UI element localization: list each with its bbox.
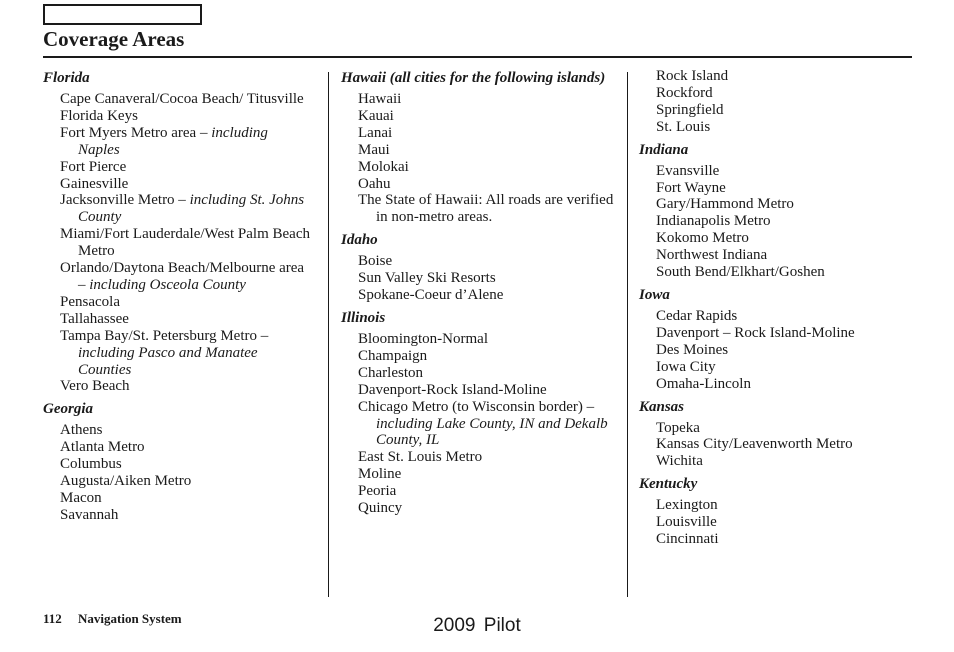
list-item bbox=[639, 213, 909, 230]
city-name: Boise bbox=[358, 253, 393, 270]
list-item bbox=[43, 91, 313, 108]
list-item bbox=[341, 192, 621, 226]
city-name: Molokai bbox=[358, 158, 409, 175]
city-name: Kansas City/Leavenworth Metro bbox=[656, 436, 853, 453]
column-3 bbox=[639, 68, 909, 548]
city-list bbox=[43, 91, 313, 395]
page-title: Coverage Areas bbox=[43, 27, 185, 51]
state-heading: Florida bbox=[43, 70, 90, 86]
footer-model-name: 2009 Pilot bbox=[433, 615, 521, 636]
list-item bbox=[639, 119, 909, 136]
list-item bbox=[639, 196, 909, 213]
city-name: Peoria bbox=[358, 483, 397, 500]
list-item bbox=[639, 230, 909, 247]
list-item bbox=[43, 311, 313, 328]
list-item bbox=[639, 68, 909, 85]
city-name: Pensacola bbox=[60, 293, 120, 310]
city-name: Kauai bbox=[358, 107, 394, 124]
city-list bbox=[43, 422, 313, 523]
list-item bbox=[341, 125, 621, 142]
state-heading: Hawaii (all cities for the following islands) bbox=[341, 70, 606, 86]
list-item bbox=[341, 108, 621, 125]
list-item bbox=[639, 180, 909, 197]
city-name: East St. Louis Metro bbox=[358, 449, 483, 466]
city-name: Bloomington-Normal bbox=[358, 330, 488, 347]
list-item bbox=[639, 247, 909, 264]
state-heading: Illinois bbox=[341, 309, 386, 326]
city-list bbox=[639, 497, 909, 548]
state-heading: Indiana bbox=[639, 141, 689, 158]
city-name: Lanai bbox=[358, 124, 393, 141]
city-name: Iowa City bbox=[656, 358, 716, 375]
list-item bbox=[341, 483, 621, 500]
city-name: Maui bbox=[358, 141, 390, 158]
city-list bbox=[639, 420, 909, 471]
city-name: Savannah bbox=[60, 506, 119, 523]
list-item bbox=[341, 399, 621, 450]
list-item bbox=[341, 287, 621, 304]
city-name: Vero Beach bbox=[60, 378, 130, 395]
list-item bbox=[341, 365, 621, 382]
list-item bbox=[639, 102, 909, 119]
list-item bbox=[639, 531, 909, 548]
list-item bbox=[639, 453, 909, 470]
city-name: Des Moines bbox=[656, 341, 729, 358]
list-item bbox=[43, 456, 313, 473]
city-name: Hawaii bbox=[358, 91, 402, 107]
list-item bbox=[341, 348, 621, 365]
city-list bbox=[639, 68, 909, 136]
coverage-note: including Naples bbox=[78, 124, 268, 158]
city-name: Northwest Indiana bbox=[656, 247, 768, 264]
city-name: Jacksonville Metro – bbox=[60, 192, 190, 209]
city-name: Moline bbox=[358, 466, 402, 483]
list-item bbox=[639, 420, 909, 437]
city-name: Quincy bbox=[358, 500, 403, 517]
list-item bbox=[43, 473, 313, 490]
state-heading: Kentucky bbox=[639, 476, 698, 493]
city-name: Sun Valley Ski Resorts bbox=[358, 270, 496, 287]
city-name: Augusta/Aiken Metro bbox=[60, 473, 192, 490]
city-name: Davenport – Rock Island-Moline bbox=[656, 324, 855, 341]
list-item bbox=[341, 142, 621, 159]
city-name: Oahu bbox=[358, 175, 391, 192]
coverage-note: including St. Johns County bbox=[78, 192, 305, 226]
list-item bbox=[43, 260, 313, 294]
city-name: Springfield bbox=[656, 101, 724, 118]
city-name: Tampa Bay/St. Petersburg Metro – bbox=[60, 327, 269, 344]
state-heading: Iowa bbox=[639, 286, 670, 303]
city-name: Kokomo Metro bbox=[656, 230, 749, 247]
list-item bbox=[341, 159, 621, 176]
page-number: 112 bbox=[43, 611, 62, 626]
city-list bbox=[341, 331, 621, 517]
city-name: Indianapolis Metro bbox=[656, 213, 771, 230]
state-heading: Georgia bbox=[43, 401, 93, 418]
city-name: Champaign bbox=[358, 347, 428, 364]
city-name: Omaha-Lincoln bbox=[656, 375, 751, 392]
city-name: South Bend/Elkhart/Goshen bbox=[656, 264, 825, 281]
city-name: Spokane-Coeur d’Alene bbox=[358, 287, 504, 304]
city-name: Evansville bbox=[656, 162, 720, 179]
list-item bbox=[43, 490, 313, 507]
list-item bbox=[43, 226, 313, 260]
list-item bbox=[341, 176, 621, 193]
list-item bbox=[341, 253, 621, 270]
city-name: Gary/Hammond Metro bbox=[656, 196, 794, 213]
city-name: Fort Myers Metro area – bbox=[60, 124, 212, 141]
list-item bbox=[43, 176, 313, 193]
coverage-note: including Pasco and Manatee Counties bbox=[78, 344, 258, 378]
city-name: Gainesville bbox=[60, 175, 129, 192]
column-1 bbox=[43, 68, 313, 524]
header-tab-box bbox=[43, 4, 202, 25]
list-item bbox=[43, 328, 313, 379]
list-item bbox=[341, 449, 621, 466]
list-item bbox=[639, 376, 909, 393]
city-name: Macon bbox=[60, 489, 102, 506]
city-list bbox=[639, 308, 909, 393]
city-name: Rockford bbox=[656, 84, 713, 101]
city-name: Miami/Fort Lauderdale/West Palm Beach Metro bbox=[60, 226, 310, 260]
coverage-note: including Osceola County bbox=[89, 276, 246, 293]
list-item bbox=[341, 91, 621, 108]
city-name: Davenport-Rock Island-Moline bbox=[358, 381, 547, 398]
city-name: Wichita bbox=[656, 453, 703, 470]
list-item bbox=[639, 163, 909, 180]
list-item bbox=[639, 325, 909, 342]
city-list bbox=[341, 253, 621, 304]
city-name: Cincinnati bbox=[656, 531, 719, 548]
city-name: Florida Keys bbox=[60, 107, 138, 124]
city-name: The State of Hawaii: All roads are verified in non-metro areas. bbox=[358, 192, 614, 226]
list-item bbox=[43, 294, 313, 311]
title-rule bbox=[43, 56, 912, 58]
city-name: Charleston bbox=[358, 364, 423, 381]
state-heading: Kansas bbox=[639, 398, 685, 415]
list-item bbox=[43, 159, 313, 176]
list-item bbox=[639, 342, 909, 359]
coverage-note: – including Lake County, IN and Dekalb County, IL bbox=[376, 398, 608, 449]
list-item bbox=[43, 192, 313, 226]
city-name: Lexington bbox=[656, 497, 718, 514]
city-name: Orlando/Daytona Beach/Melbourne area – bbox=[60, 260, 305, 293]
list-item bbox=[43, 108, 313, 125]
column-divider bbox=[627, 72, 628, 597]
city-name: Cedar Rapids bbox=[656, 307, 738, 324]
list-item bbox=[639, 497, 909, 514]
city-name: St. Louis bbox=[656, 118, 711, 135]
column-divider bbox=[328, 72, 329, 597]
column-2 bbox=[341, 68, 621, 517]
city-name: Atlanta Metro bbox=[60, 439, 145, 456]
city-name: Columbus bbox=[60, 456, 122, 473]
city-name: Fort Pierce bbox=[60, 158, 127, 175]
city-list bbox=[639, 163, 909, 281]
list-item bbox=[341, 382, 621, 399]
list-item bbox=[639, 264, 909, 281]
list-item bbox=[639, 436, 909, 453]
list-item bbox=[639, 308, 909, 325]
footer-section-name: Navigation System bbox=[78, 611, 182, 626]
city-name: Athens bbox=[60, 422, 103, 439]
list-item bbox=[639, 85, 909, 102]
state-heading: Idaho bbox=[341, 232, 378, 249]
list-item bbox=[341, 500, 621, 517]
list-item bbox=[341, 270, 621, 287]
city-name: Chicago Metro (to Wisconsin border) bbox=[358, 398, 587, 415]
city-name: Rock Island bbox=[656, 68, 729, 84]
list-item bbox=[341, 466, 621, 483]
list-item bbox=[43, 439, 313, 456]
city-name: Louisville bbox=[656, 514, 717, 531]
list-item bbox=[43, 422, 313, 439]
city-name: Topeka bbox=[656, 419, 700, 436]
city-name: Tallahassee bbox=[60, 310, 129, 327]
list-item bbox=[341, 331, 621, 348]
list-item bbox=[43, 125, 313, 159]
city-name: Cape Canaveral/Cocoa Beach/ Titusville bbox=[60, 91, 304, 107]
list-item bbox=[639, 514, 909, 531]
list-item bbox=[43, 378, 313, 395]
list-item bbox=[639, 359, 909, 376]
city-list bbox=[341, 91, 621, 226]
city-name: Fort Wayne bbox=[656, 179, 726, 196]
list-item bbox=[43, 507, 313, 524]
